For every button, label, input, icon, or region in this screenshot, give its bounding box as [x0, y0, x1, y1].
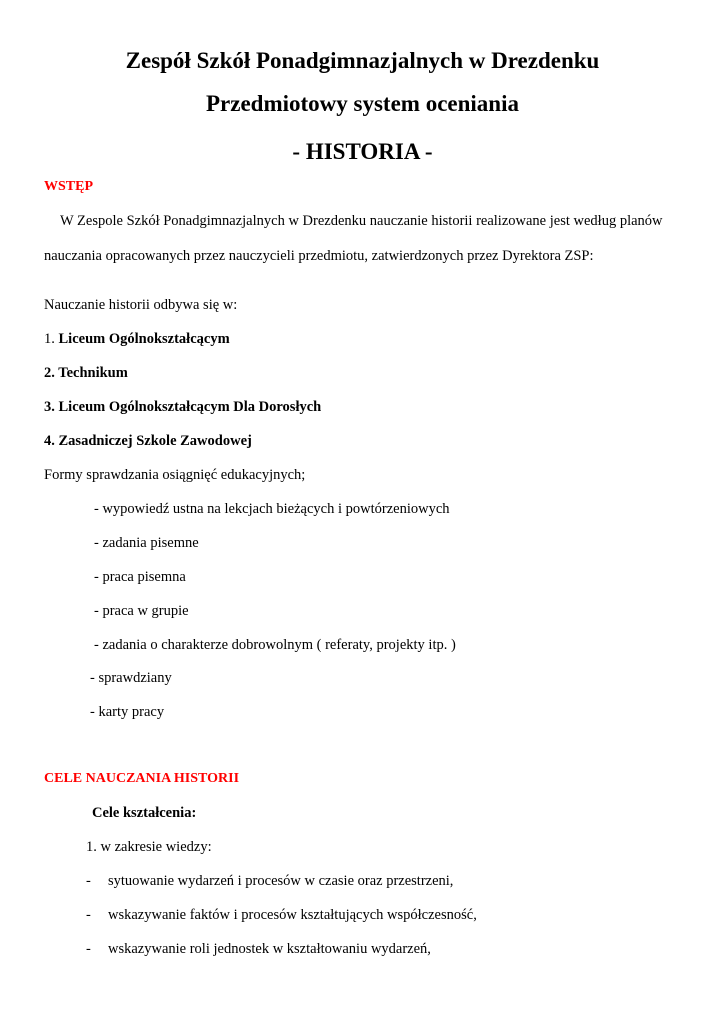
- intro-heading: WSTĘP: [44, 179, 94, 194]
- bullet-dash: -: [86, 907, 91, 923]
- form-item: - praca pisemna: [94, 569, 186, 585]
- school-item-1-number: 1.: [44, 331, 55, 347]
- form-item: - karty pracy: [90, 704, 165, 720]
- school-item-2: 2. Technikum: [44, 365, 128, 381]
- form-item: - wypowiedź ustna na lekcjach bieżących i powtórzeniowych: [94, 501, 450, 517]
- goal-item: wskazywanie roli jednostek w kształtowaniu wydarzeń,: [108, 941, 431, 957]
- form-item: - zadania pisemne: [94, 535, 199, 551]
- schools-lead: Nauczanie historii odbywa się w:: [44, 297, 238, 313]
- school-item-1-name: Liceum Ogólnokształcącym: [58, 331, 230, 347]
- school-title: Zespół Szkół Ponadgimnazjalnych w Drezdenku: [125, 48, 600, 73]
- goals-heading: CELE NAUCZANIA HISTORII: [44, 771, 240, 786]
- intro-paragraph-line-1: W Zespole Szkół Ponadgimnazjalnych w Drezdenku nauczanie historii realizowane jest według planów: [60, 213, 663, 229]
- bullet-dash: -: [86, 941, 91, 957]
- goals-subheading: Cele kształcenia:: [92, 805, 197, 821]
- bullet-dash: -: [86, 873, 91, 889]
- form-item: - sprawdziany: [90, 670, 172, 686]
- intro-paragraph-line-2: nauczania opracowanych przez nauczycieli przedmiotu, zatwierdzonych przez Dyrektora ZSP:: [44, 248, 594, 264]
- form-item: - praca w grupie: [94, 603, 189, 619]
- school-item-3: 3. Liceum Ogólnokształcącym Dla Dorosłych: [44, 399, 322, 415]
- subject-title: - HISTORIA -: [292, 139, 433, 164]
- goal-item: sytuowanie wydarzeń i procesów w czasie oraz przestrzeni,: [108, 873, 454, 889]
- school-item-4: 4. Zasadniczej Szkole Zawodowej: [44, 433, 252, 449]
- school-item-1: [44, 330, 230, 348]
- document-subtitle: Przedmiotowy system oceniania: [206, 91, 519, 116]
- forms-lead: Formy sprawdzania osiągnięć edukacyjnych;: [44, 467, 306, 483]
- goal-item: wskazywanie faktów i procesów kształtujących współczesność,: [108, 907, 477, 923]
- form-item: - zadania o charakterze dobrowolnym ( referaty, projekty itp. ): [94, 637, 456, 653]
- knowledge-lead: 1. w zakresie wiedzy:: [86, 839, 212, 855]
